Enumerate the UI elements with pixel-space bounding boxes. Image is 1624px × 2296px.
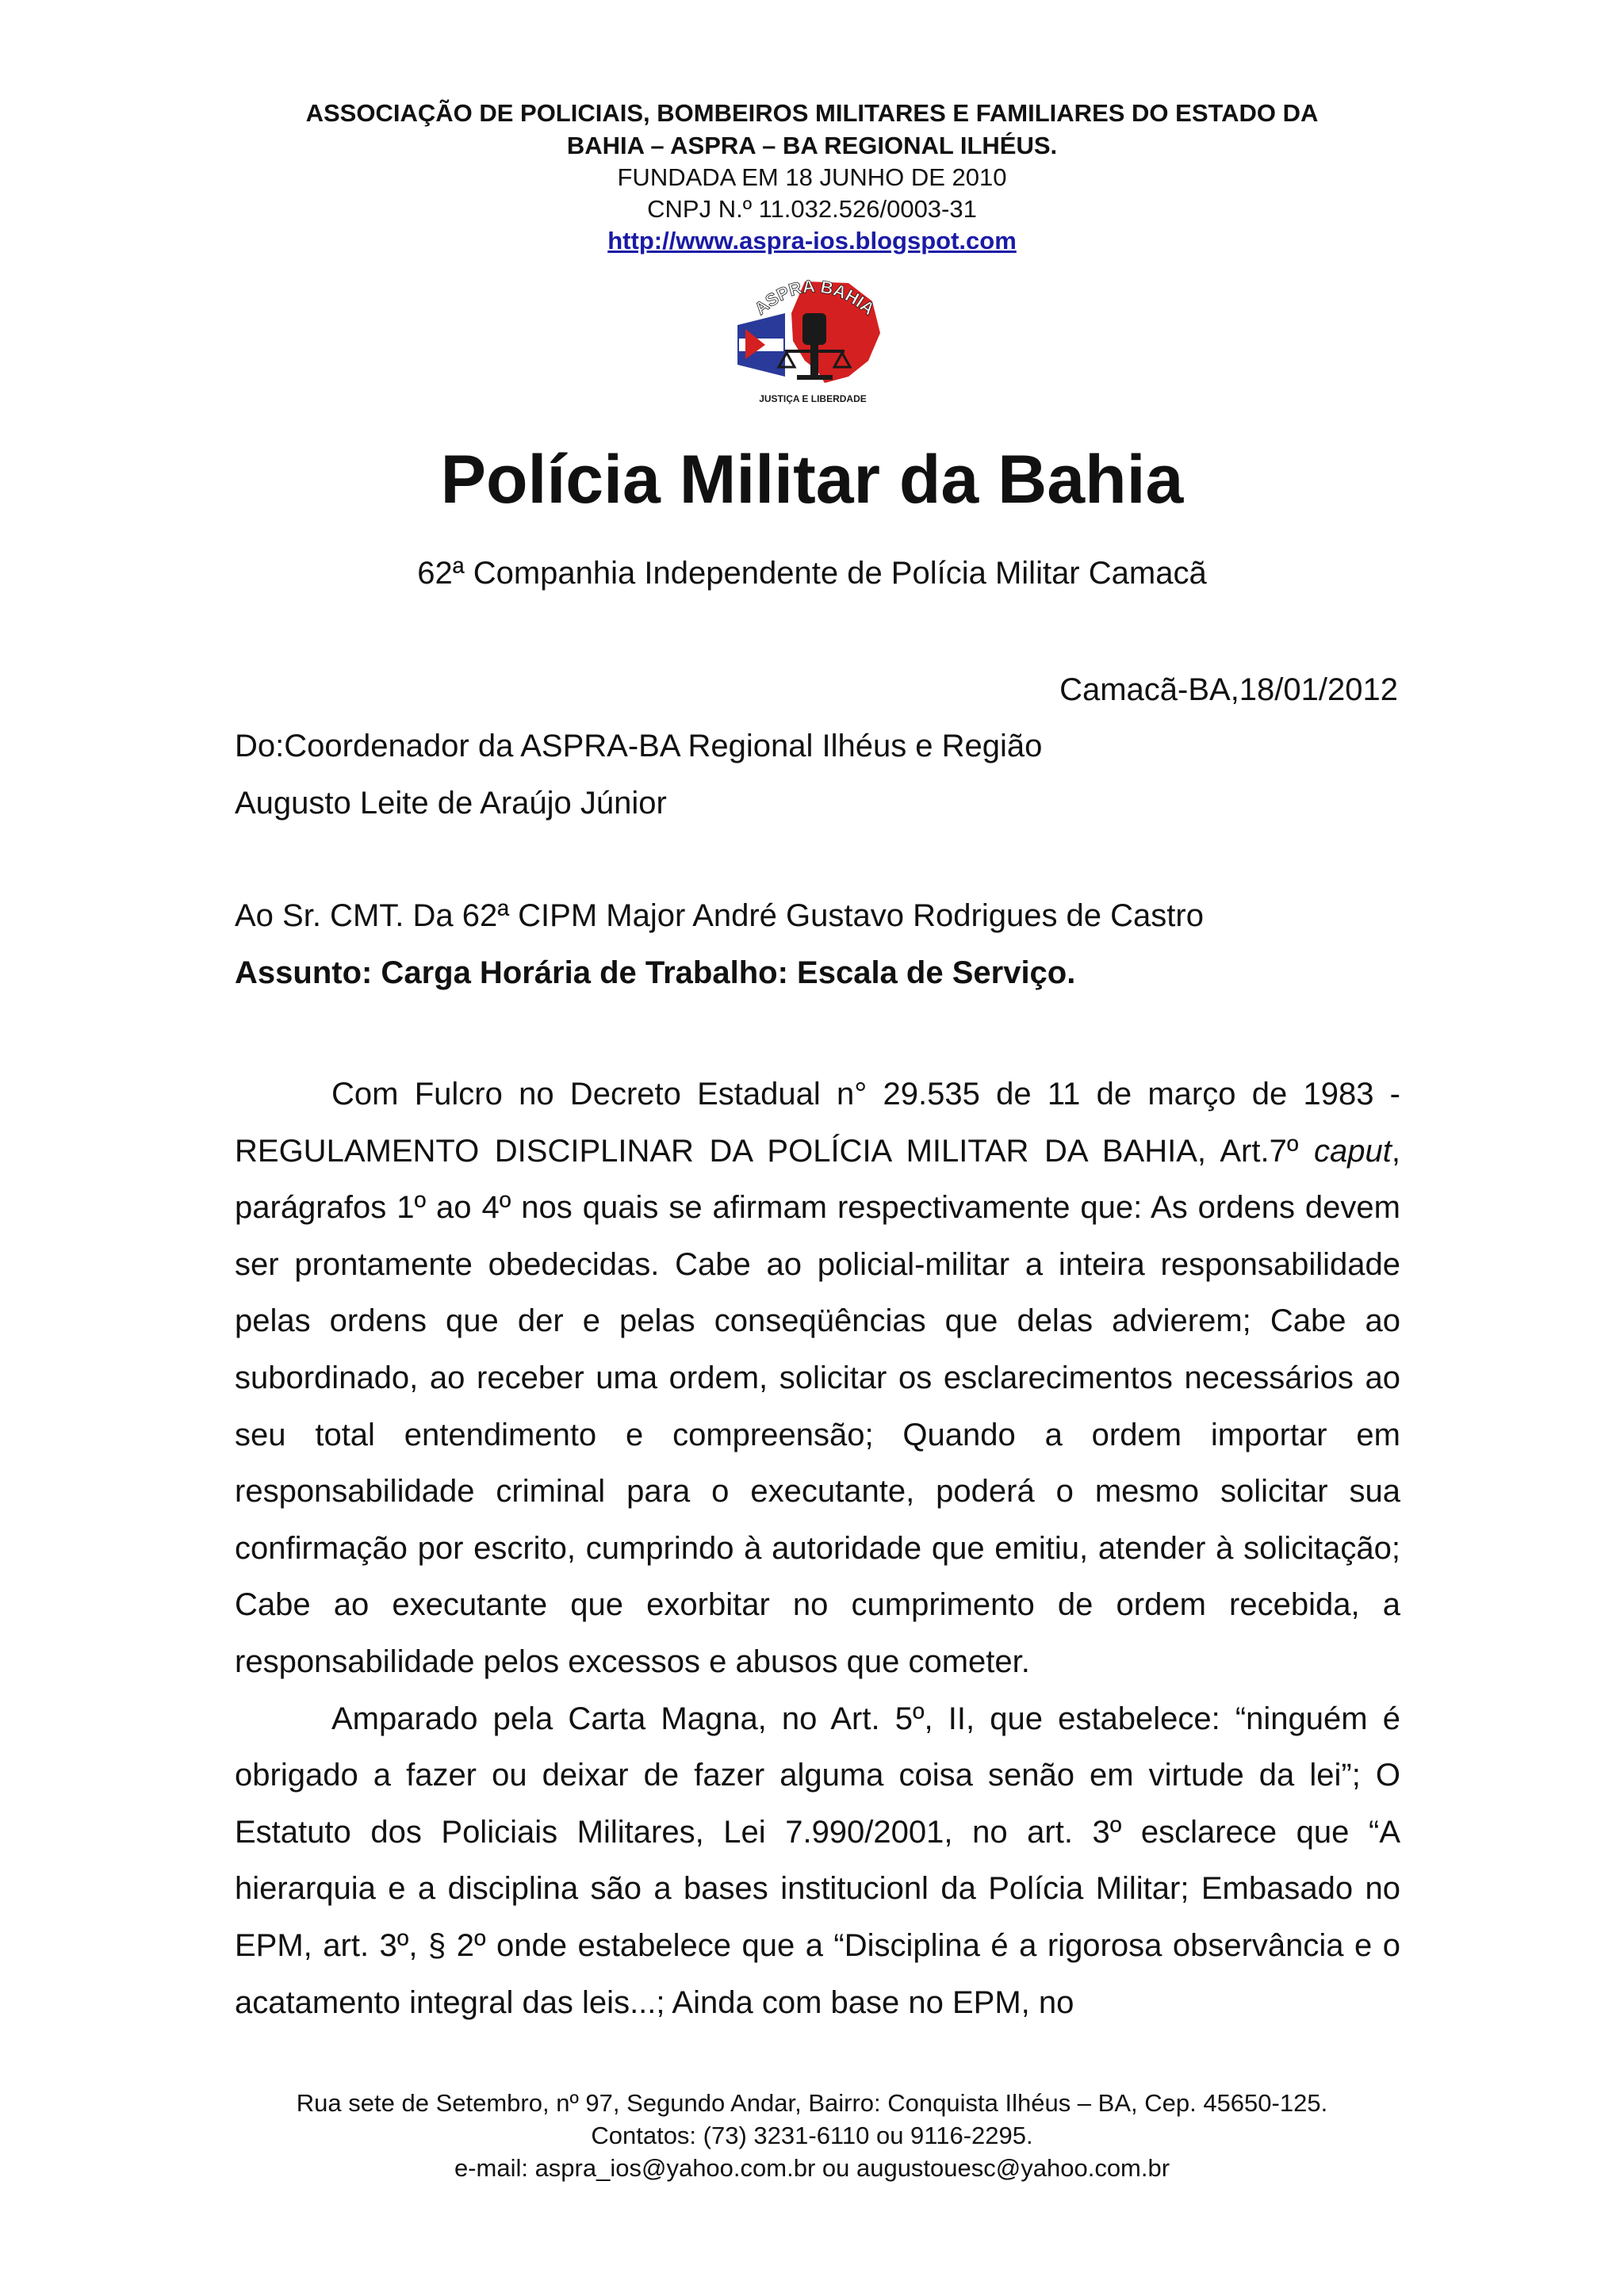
letter-date: Camacã-BA,18/01/2012 [1059,672,1398,707]
recipient: Ao Sr. CMT. Da 62ª CIPM Major André Gustavo Rodrigues de Castro [235,898,1204,933]
body-paragraph-2: Amparado pela Carta Magna, no Art. 5º, II, que estabelece: “ninguém é obrigado a fazer ou deixar de fazer alguma coisa senão em virtude da lei”; O Estatuto dos Policiais Militares, Lei 7.990/2001, no art. 3º esclarece que “A hierarquia e a disciplina são a bases institucionl da Polícia Militar; Embasado no EPM, art. 3º, § 2º onde estabelece que a “Disciplina é a rigorosa observância e o acatamento integral das leis...; Ainda com base no EPM, no [235,1701,1400,2020]
italic-caput: caput [1314,1133,1392,1169]
aspra-logo-icon [730,266,896,408]
footer-address: Rua sete de Setembro, nº 97, Segundo Andar, Bairro: Conquista Ilhéus – BA, Cep. 45650-125. [296,2089,1328,2117]
letter-footer [198,2087,1426,2184]
letterhead [198,97,1426,257]
sender-name: Augusto Leite de Araújo Júnior [235,786,667,821]
footer-contacts: Contatos: (73) 3231-6110 ou 9116-2295. [591,2122,1033,2149]
org-name-line2: BAHIA – ASPRA – BA REGIONAL ILHÉUS. [566,132,1058,159]
founded-date: FUNDADA EM 18 JUNHO DE 2010 [617,163,1007,191]
blog-link[interactable]: http://www.aspra-ios.blogspot.com [607,227,1017,254]
logo-arc-text: ASPRA BAHIA [750,276,879,320]
org-name-line1: ASSOCIAÇÃO DE POLICIAIS, BOMBEIROS MILITARES E FAMILIARES DO ESTADO DA [305,99,1319,127]
subject-line: Assunto: Carga Horária de Trabalho: Escala de Serviço. [235,955,1076,990]
footer-email: e-mail: aspra_ios@yahoo.com.br ou augustouesc@yahoo.com.br [454,2154,1170,2182]
letter-body [235,1066,1400,2031]
logo-motto: JUSTIÇA E LIBERDADE [759,393,867,404]
cnpj-number: CNPJ N.º 11.032.526/0003-31 [647,195,977,223]
sender-role: Do:Coordenador da ASPRA-BA Regional Ilhéus e Região [235,729,1043,763]
page-title: Polícia Militar da Bahia [440,442,1184,518]
page-subtitle: 62ª Companhia Independente de Polícia Militar Camacã [417,556,1207,591]
body-paragraph-1: Com Fulcro no Decreto Estadual n° 29.535 de 11 de março de 1983 - REGULAMENTO DISCIPLINAR DA POLÍCIA MILITAR DA BAHIA, Art.7º caput, parágrafos 1º ao 4º nos quais se afirmam respectivamente que: As ordens devem ser prontamente obedecidas. Cabe ao policial-militar a inteira responsabilidade pelas ordens que der e pelas conseqüências que delas advierem; Cabe ao subordinado, ao receber uma ordem, solicitar os esclarecimentos necessários ao seu total entendimento e compreensão; Quando a ordem importar em responsabilidade criminal para o executante, poderá o mesmo solicitar sua confirmação por escrito, cumprindo à autoridade que emitiu, atender à solicitação; Cabe ao executante que exorbitar no cumprimento de ordem recebida, a responsabilidade pelos excessos e abusos que cometer. [235,1077,1400,1679]
